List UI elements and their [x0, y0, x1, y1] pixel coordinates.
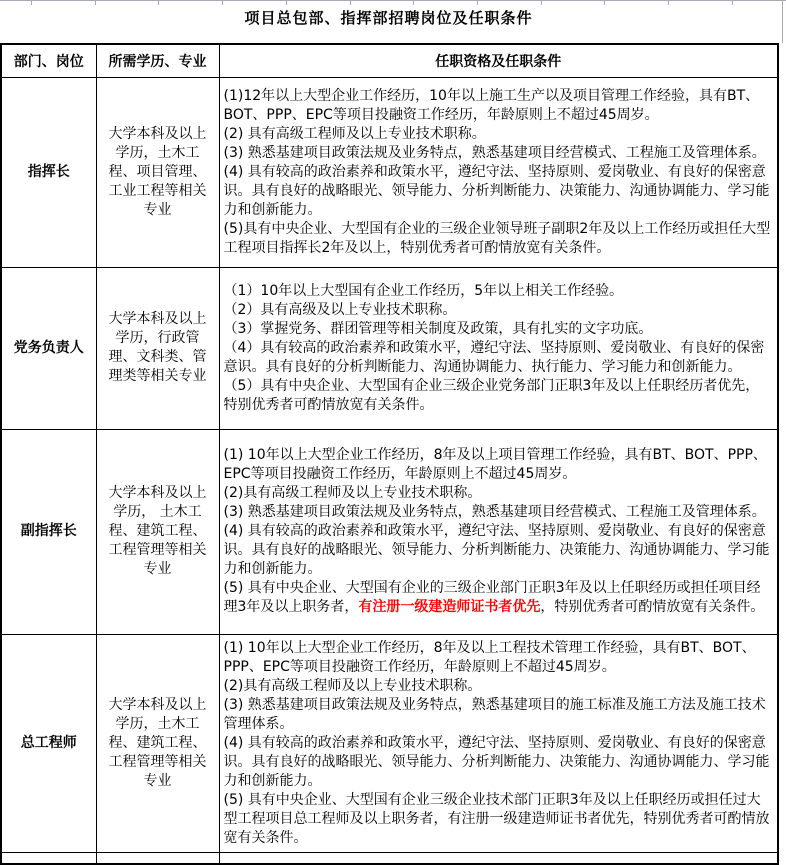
- spreadsheet-gridline-tick: [413, 0, 414, 5]
- requirements-cell: [219, 634, 778, 852]
- requirements-cell: [219, 77, 778, 267]
- requirement-text: ，特别优秀者可酌情放宽有关条件。: [540, 599, 765, 615]
- requirement-item: [224, 163, 774, 220]
- spreadsheet-gridline-tick: [31, 0, 32, 5]
- requirement-item: [224, 144, 774, 163]
- requirement-item: [224, 522, 774, 579]
- requirements-cell: [219, 267, 778, 429]
- requirement-item: [224, 377, 774, 415]
- requirement-item: [224, 339, 774, 377]
- empty-cell: [96, 852, 219, 864]
- spreadsheet-gridline-tick: [222, 0, 223, 5]
- requirement-text: (5) 具有中央企业、大型国有企业三级企业技术部门正职3年及以上任职经历或担任过大型工程项目总工程师及以上职务者，有注册一级建造师证书者优先，特别优秀者可酌情放宽有关条件。: [223, 791, 770, 846]
- requirement-item: [224, 791, 774, 848]
- requirement-item: [224, 320, 774, 339]
- recruitment-table: [0, 43, 779, 865]
- table-row: [1, 429, 778, 634]
- spreadsheet-gridline-tick: [604, 0, 605, 5]
- education-cell: 大学本科及以上学历，行政管理、文科类、管理类等相关专业: [96, 267, 219, 429]
- spreadsheet-gridline-tick: [541, 0, 542, 5]
- col-header-position: 部门、岗位: [1, 44, 96, 77]
- partial-next-row: [1, 852, 778, 864]
- requirement-text: (4) 具有较高的政治素养和政策水平，遵纪守法、坚持原则、爱岗敬业、有良好的保密意识。具有良好的战略眼光、领导能力、分析判断能力、决策能力、沟通协调能力、学习能力和创新能力。: [223, 523, 770, 577]
- spreadsheet-gridline-vertical: [782, 0, 783, 43]
- requirement-item: [224, 696, 774, 734]
- header-row: [1, 44, 778, 77]
- requirement-item: [224, 484, 774, 503]
- requirement-text: (3) 熟悉基建项目政策法规及业务特点，熟悉基建项目经营模式、工程施工及管理体系。: [223, 144, 766, 161]
- education-cell: 大学本科及以上学历，土木工程、项目管理、工业工程等相关专业: [96, 77, 219, 267]
- spreadsheet-gridline-tick: [732, 0, 733, 5]
- requirement-text: (5) 具有中央企业、大型国有企业的三级企业部门正职3年及以上任职经历或担任项目经理3年及以上职务者，: [223, 580, 761, 615]
- requirement-text: (1) 10年以上大型企业工作经历，8年及以上工程技术管理工作经验，具有BT、BOT、PPP、EPC等项目投融资工作经历，年龄原则上不超过45周岁。: [223, 639, 756, 675]
- table-row: [1, 634, 778, 852]
- requirement-item: [224, 220, 774, 258]
- requirement-item: [224, 87, 774, 125]
- spreadsheet-gridline-tick: [350, 0, 351, 5]
- requirement-text: (1) 10年以上大型企业工作经历，8年及以上项目管理工作经验，具有BT、BOT、PPP、EPC等项目投融资工作经历，年龄原则上不超过45周岁。: [223, 447, 767, 482]
- requirements-cell: [219, 429, 778, 634]
- requirement-text: (4) 具有较高的政治素养和政策水平，遵纪守法、坚持原则、爱岗敬业、有良好的保密意识。具有良好的战略眼光、领导能力、分析判断能力、决策能力、沟通协调能力、学习能力和创新能力。: [223, 163, 770, 218]
- empty-cell: [1, 852, 96, 864]
- col-header-education: 所需学历、专业: [96, 44, 219, 77]
- requirement-item: [224, 446, 774, 484]
- requirement-text: （3）掌握党务、群团管理等相关制度及政策，具有扎实的文字功底。: [223, 320, 653, 337]
- requirement-text: (5)具有中央企业、大型国有企业的三级企业领导班子副职2年及以上工作经历或担任大型工程项目指挥长2年及以上，特别优秀者可酌情放宽有关条件。: [223, 220, 771, 256]
- requirement-text: (2) 具有高级工程师及以上专业技术职称。: [223, 125, 486, 142]
- position-cell: 党务负责人: [1, 267, 96, 429]
- requirement-text: (3) 熟悉基建项目政策法规及业务特点，熟悉基建项目经营模式、工程施工及管理体系。: [223, 504, 766, 520]
- position-cell: 总工程师: [1, 634, 96, 852]
- education-cell: 大学本科及以上学历，土木工程、建筑工程、工程管理等相关专业: [96, 634, 219, 852]
- requirement-text: （5）具有中央企业、大型国有企业三级企业党务部门正职3年及以上任职经历者优先，特别优秀者可酌情放宽有关条件。: [223, 377, 760, 413]
- requirement-item: [224, 282, 774, 301]
- requirement-item: [224, 639, 774, 677]
- spreadsheet-gridline-tick: [668, 0, 669, 5]
- requirement-item: [224, 579, 774, 617]
- empty-cell: [219, 852, 778, 864]
- table-row: [1, 267, 778, 429]
- requirement-item: [224, 503, 774, 522]
- requirement-text: （1）10年以上大型国有企业工作经历，5年以上相关工作经验。: [223, 282, 624, 299]
- col-header-requirements: 任职资格及任职条件: [219, 44, 778, 77]
- spreadsheet-gridline-tick: [477, 0, 478, 5]
- requirement-text: （4）具有较高的政治素养和政策水平，遵纪守法、坚持原则、爱岗敬业、有良好的保密意识。具有良好的分析判断能力、沟通协调能力、执行能力、学习能力和创新能力。: [223, 339, 765, 375]
- spreadsheet-gridline-tick: [95, 0, 96, 5]
- position-cell: 指挥长: [1, 77, 96, 267]
- requirement-item: [224, 734, 774, 791]
- requirement-text: (2)具有高级工程师及以上专业技术职称。: [223, 677, 482, 694]
- page-title: 项目总包部、指挥部招聘岗位及任职条件: [244, 9, 533, 27]
- spreadsheet-gridline-tick: [286, 0, 287, 5]
- requirement-text: （2）具有高级及以上专业技术职称。: [223, 301, 457, 318]
- table-body: [1, 77, 778, 852]
- requirement-text: (3) 熟悉基建项目政策法规及业务特点，熟悉基建项目的施工标准及施工方法及施工技术管理体系。: [223, 696, 766, 732]
- education-cell: 大学本科及以上学历， 土木工程、建筑工程、工程管理等相关专业: [96, 429, 219, 634]
- requirement-item: [224, 677, 774, 696]
- requirement-text: (4) 具有较高的政治素养和政策水平，遵纪守法、坚持原则、爱岗敬业、有良好的保密意识。具有良好的战略眼光、领导能力、分析判断能力、决策能力、沟通协调能力、学习能力和创新能力。: [223, 734, 770, 789]
- spreadsheet-gridline-tick: [158, 0, 159, 5]
- requirement-item: [224, 301, 774, 320]
- requirement-item: [224, 125, 774, 144]
- requirement-text: (1)12年以上大型企业工作经历，10年以上施工生产以及项目管理工作经验，具有BT、BOT、PPP、EPC等项目投融资工作经历，年龄原则上不超过45周岁。: [223, 87, 760, 123]
- table-row: [1, 77, 778, 267]
- requirement-text: (2)具有高级工程师及以上专业技术职称。: [223, 485, 482, 501]
- highlighted-priority-text: 有注册一级建造师证书者优先: [358, 599, 541, 615]
- position-cell: 副指挥长: [1, 429, 96, 634]
